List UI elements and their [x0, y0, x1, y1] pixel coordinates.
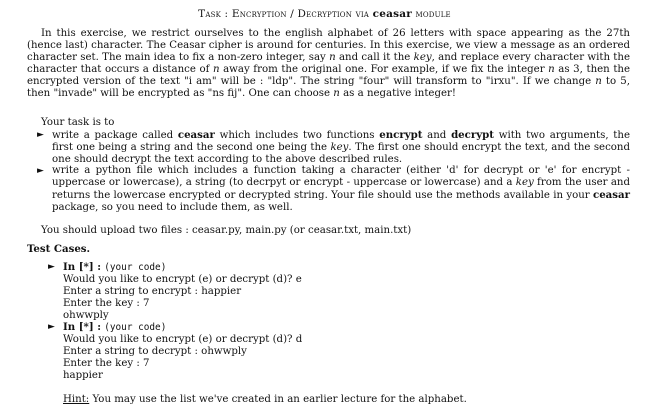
- hint-text: You may use the list we've created in an earlier lecture for the alphabet.: [89, 394, 467, 405]
- bullet-text: and: [422, 130, 452, 141]
- title-text: Task : Encryption / Decryption via: [198, 8, 373, 20]
- test-case-line: Would you like to encrypt (e) or decrypt (d)? d: [63, 334, 303, 345]
- upload-instructions: You should upload two files : ceasar.py, main.py (or ceasar.txt, main.txt): [41, 225, 412, 236]
- bullet-text: write a package called: [52, 130, 178, 141]
- bullet-arrow-icon: ►: [37, 130, 44, 140]
- test-case-output: happier: [63, 370, 103, 381]
- bullet-text: package, so you need to include them, as well.: [52, 202, 293, 213]
- test-case-code: (your code): [104, 322, 167, 333]
- hint-label: Hint:: [63, 394, 90, 405]
- test-case-2: [48, 321, 303, 382]
- bullet-package-name: ceasar: [177, 129, 215, 141]
- test-case-line: Enter a string to encrypt : happier: [63, 286, 242, 297]
- bullet-function-encrypt: encrypt: [379, 129, 423, 141]
- bullet-arrow-icon: ►: [37, 166, 44, 176]
- intro-key-term: key: [413, 52, 432, 63]
- intro-text: to 5, then "invade" will be encrypted as "ns fij". One can choose: [27, 76, 630, 99]
- test-case-line: Enter a string to decrypt : ohwwply: [63, 346, 247, 357]
- bullet-text: write a python file which includes a function taking a character (either 'd' for decrypt or 'e' for encrypt - uppercase or lowercase), a string (to decrpyt or encrypt - uppercase or lowercase) and a: [52, 165, 630, 188]
- intro-paragraph: [27, 28, 630, 100]
- bullet-package-name: ceasar: [593, 189, 630, 201]
- task-bullet-python-file: [37, 165, 630, 214]
- bullet-text: from the user and returns the lowercase encrypted or decrypted string. Your file should use the methods available in your: [52, 177, 630, 201]
- intro-text: away from the original one. For example, if we fix the integer: [219, 64, 549, 75]
- intro-variable: n: [329, 52, 336, 63]
- title-text-end: module: [411, 8, 451, 20]
- bullet-function-decrypt: decrypt: [451, 129, 494, 141]
- intro-variable: n: [333, 88, 340, 99]
- bullet-text: with two arguments, the first one being a string and the second one being the: [52, 130, 630, 153]
- bullet-arrow-icon: ►: [48, 322, 55, 332]
- hint-note: [63, 394, 467, 406]
- task-bullet-package: [37, 129, 630, 166]
- test-case-code: (your code): [104, 262, 167, 273]
- title-module-name: ceasar: [372, 8, 412, 20]
- bullet-arrow-icon: ►: [48, 262, 55, 272]
- test-case-output: ohwwply: [63, 310, 109, 321]
- bullet-text: . The first one should encrypt the text, and the second one should decrypt the text according to the above described rules.: [52, 142, 630, 165]
- intro-text: as 3, then the encrypted version of the text "i am" will be : "ldp". The string "four" will transform to "irxu". If we change: [27, 64, 630, 87]
- bullet-key-term: key: [330, 142, 349, 153]
- intro-variable: n: [212, 64, 220, 75]
- intro-text: In this exercise, we restrict ourselves to the english alphabet of 26 letters with space appearing as the 27th (hence last) character. The Ceasar cipher is around for centuries. In this exercise, we view a message as an ordered character set. The main idea to fix a non-zero integer, say: [27, 28, 630, 63]
- test-case-line: Would you like to encrypt (e) or decrypt (d)? e: [63, 274, 302, 285]
- test-case-line: Enter the key : 7: [63, 358, 150, 369]
- test-case-line: Enter the key : 7: [63, 298, 150, 309]
- test-cases-heading: Test Cases.: [27, 243, 91, 255]
- intro-variable: n: [595, 76, 602, 87]
- intro-variable: n: [548, 64, 555, 75]
- bullet-text: which includes two functions: [214, 130, 380, 141]
- task-intro: Your task is to: [41, 117, 115, 128]
- test-case-1: [48, 261, 302, 322]
- intro-text: , and replace every character with the character that occurs a distance of: [27, 52, 630, 75]
- intro-text: as a negative integer!: [339, 88, 456, 99]
- bullet-key-term: key: [515, 177, 534, 188]
- intro-text: and call it the: [335, 52, 414, 63]
- page-title: [0, 8, 649, 20]
- test-case-prompt: In [*] :: [63, 321, 101, 333]
- test-case-prompt: In [*] :: [63, 261, 101, 273]
